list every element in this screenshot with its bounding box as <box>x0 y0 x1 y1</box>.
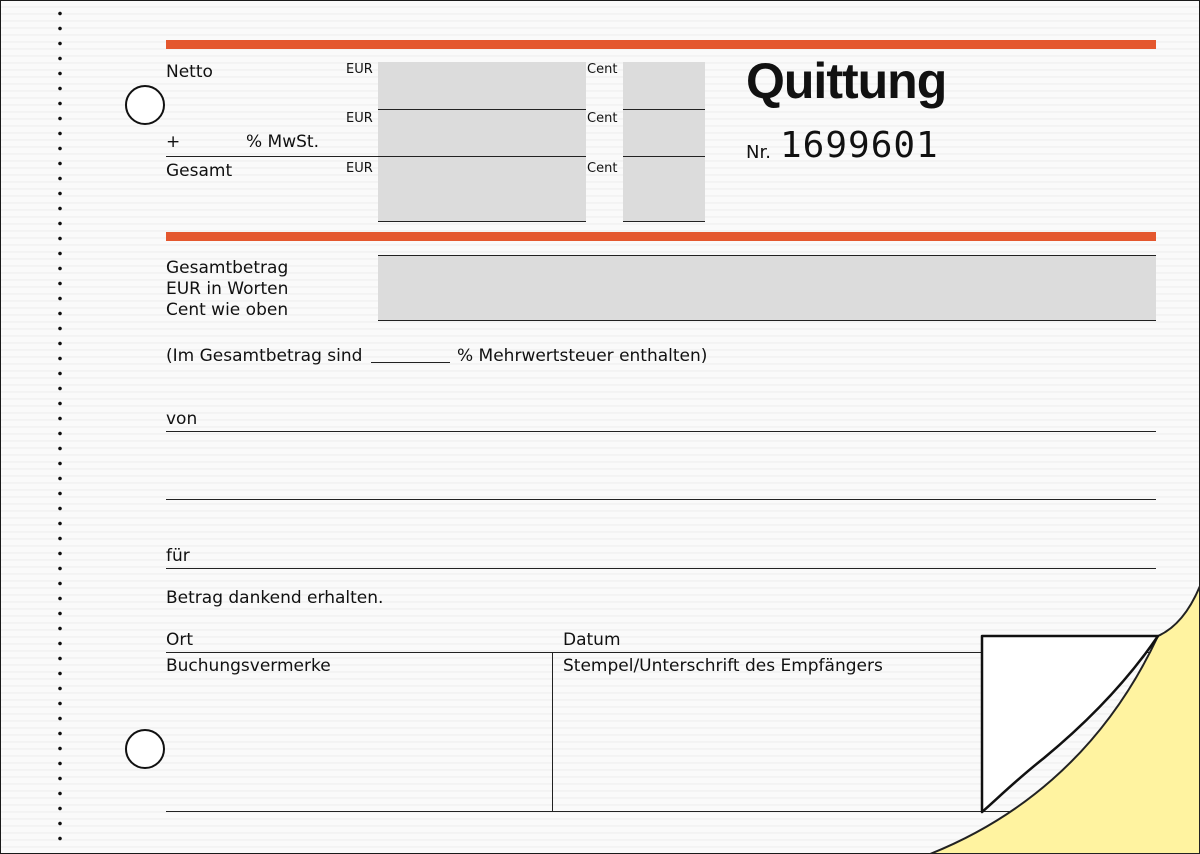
gesamtbetrag-label: Gesamtbetrag <box>166 258 289 278</box>
orange-rule-middle <box>166 232 1156 241</box>
cent-label-gesamt: Cent <box>587 161 618 176</box>
eur-label-gesamt: EUR <box>346 161 373 176</box>
eur-amount-field[interactable] <box>378 62 586 222</box>
fuer-line[interactable] <box>166 568 1156 569</box>
netto-label: Netto <box>166 62 213 82</box>
punch-hole-top <box>125 85 165 125</box>
orange-rule-top <box>166 40 1156 49</box>
ort-label: Ort <box>166 630 194 650</box>
fuer-label: für <box>166 546 190 566</box>
von-line[interactable] <box>166 431 1156 432</box>
cent-label-mwst: Cent <box>587 111 618 126</box>
received-text: Betrag dankend erhalten. <box>166 588 384 608</box>
signature-divider <box>552 652 553 812</box>
eur-in-worten-label: EUR in Worten <box>166 279 289 299</box>
total-words-bottom-line <box>378 320 1156 321</box>
datum-label: Datum <box>563 630 621 650</box>
eur-field-line-2 <box>378 156 586 157</box>
perforation-line <box>58 6 62 848</box>
cent-field-line-3 <box>623 221 705 222</box>
von-line-2[interactable] <box>166 499 1156 500</box>
eur-field-line-3 <box>378 221 586 222</box>
vat-note-end: % Mehrwertsteuer enthalten) <box>457 346 708 366</box>
eur-field-line-1 <box>378 109 586 110</box>
vat-percent-blank[interactable] <box>371 362 450 363</box>
buchungsvermerke-label: Buchungsvermerke <box>166 656 331 676</box>
gesamt-label: Gesamt <box>166 161 233 181</box>
punch-hole-bottom <box>125 729 165 769</box>
receipt-number: 1699601 <box>780 125 939 166</box>
cent-field-line-2 <box>623 156 705 157</box>
ort-datum-line[interactable] <box>166 652 1156 653</box>
receipt-title: Quittung <box>746 53 947 109</box>
cent-amount-field[interactable] <box>623 62 705 222</box>
von-label: von <box>166 409 198 429</box>
cent-label-netto: Cent <box>587 62 618 77</box>
cent-wie-oben-label: Cent wie oben <box>166 300 289 320</box>
signature-bottom-line <box>166 811 1156 812</box>
plus-label: + <box>166 132 181 152</box>
mwst-label: % MwSt. <box>246 132 319 152</box>
total-in-words-field[interactable] <box>378 255 1156 320</box>
receipt-number-label: Nr. <box>746 142 771 163</box>
eur-label-netto: EUR <box>346 62 373 77</box>
stempel-unterschrift-label: Stempel/Unterschrift des Empfängers <box>563 656 883 676</box>
eur-label-mwst: EUR <box>346 111 373 126</box>
total-words-top-line <box>378 255 1156 256</box>
cent-field-line-1 <box>623 109 705 110</box>
vat-note-start: (Im Gesamtbetrag sind <box>166 346 363 366</box>
